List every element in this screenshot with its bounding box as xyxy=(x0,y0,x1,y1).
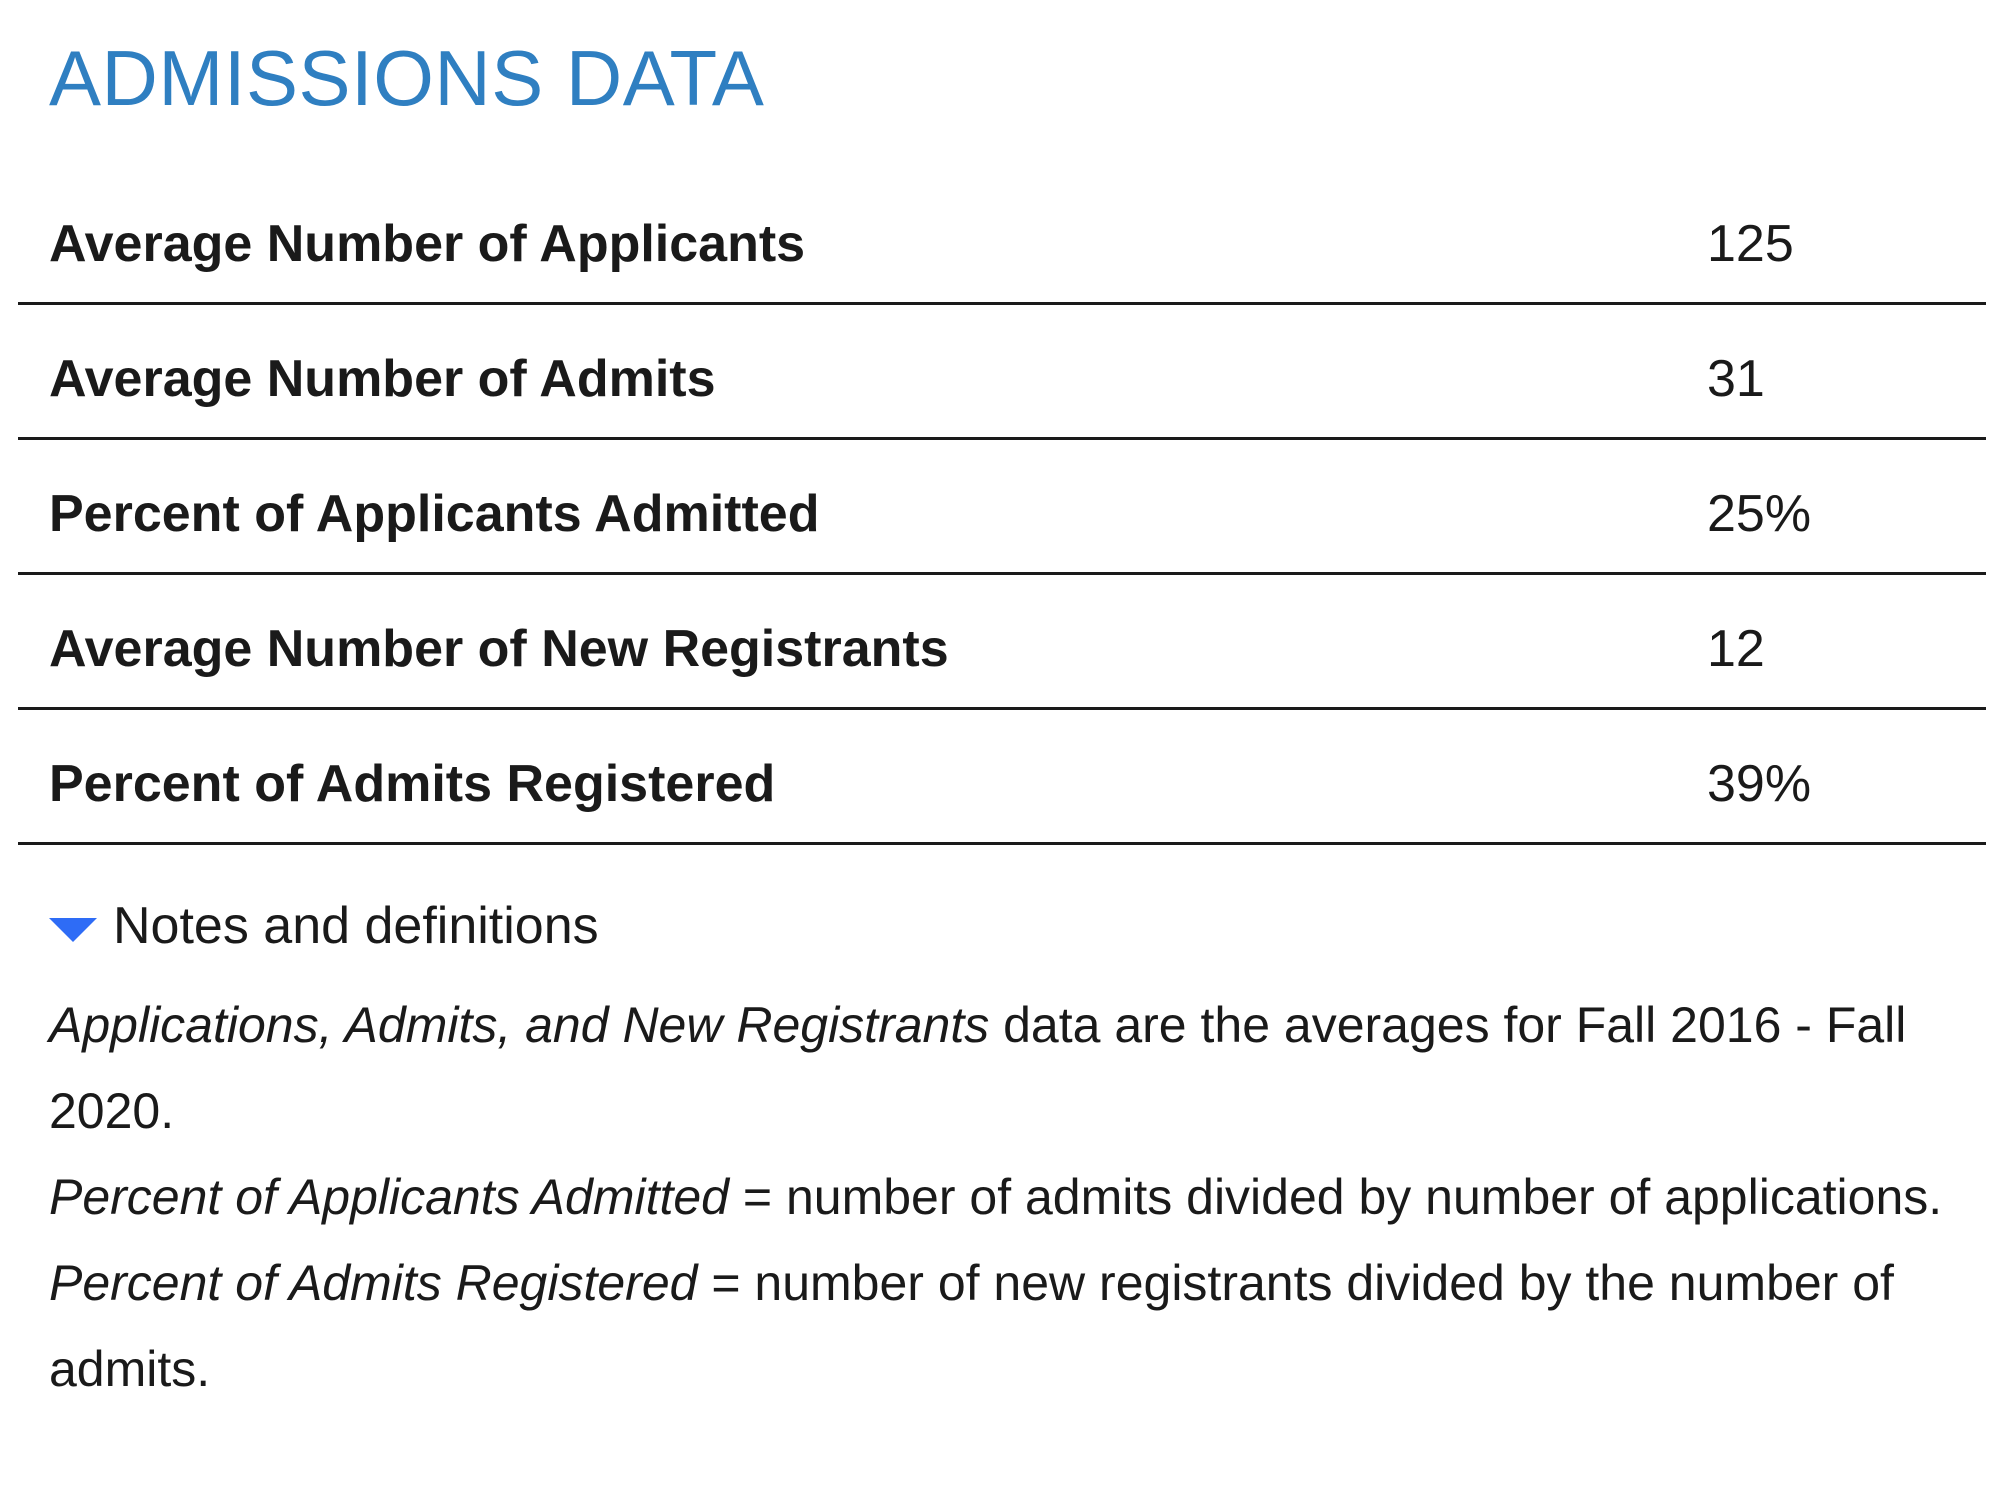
notes-toggle-label[interactable]: Notes and definitions xyxy=(113,897,599,955)
note-item xyxy=(49,1154,1949,1240)
note-term: Percent of Admits Registered xyxy=(49,1255,698,1311)
page-title: ADMISSIONS DATA xyxy=(49,34,765,122)
table-row xyxy=(18,170,1986,305)
notes-body xyxy=(49,982,1949,1412)
admissions-table xyxy=(18,170,1986,845)
note-text: = number of new registrants divided by the number of admits. xyxy=(49,1255,1894,1397)
triangle-down-icon[interactable] xyxy=(49,918,97,942)
row-value: 125 xyxy=(1707,215,1794,273)
row-label: Average Number of Applicants xyxy=(49,215,806,273)
note-text: data are the averages for Fall 2016 - Fall 2020. xyxy=(49,997,1907,1139)
table-row xyxy=(18,440,1986,575)
table-row xyxy=(18,575,1986,710)
note-term: Applications, Admits, and New Registrants xyxy=(49,997,990,1053)
note-item xyxy=(49,982,1949,1154)
row-value: 12 xyxy=(1707,620,1765,678)
note-text: = number of admits divided by number of applications. xyxy=(728,1169,1943,1225)
row-label: Percent of Admits Registered xyxy=(49,755,776,813)
row-label: Average Number of New Registrants xyxy=(49,620,949,678)
note-item xyxy=(49,1240,1949,1412)
row-value: 31 xyxy=(1707,350,1765,408)
row-value: 39% xyxy=(1707,755,1812,813)
note-term: Percent of Applicants Admitted xyxy=(49,1169,729,1225)
row-label: Percent of Applicants Admitted xyxy=(49,485,820,543)
table-row xyxy=(18,710,1986,845)
row-label: Average Number of Admits xyxy=(49,350,716,408)
row-value: 25% xyxy=(1707,485,1812,543)
notes-toggle[interactable] xyxy=(49,895,599,957)
table-row xyxy=(18,305,1986,440)
